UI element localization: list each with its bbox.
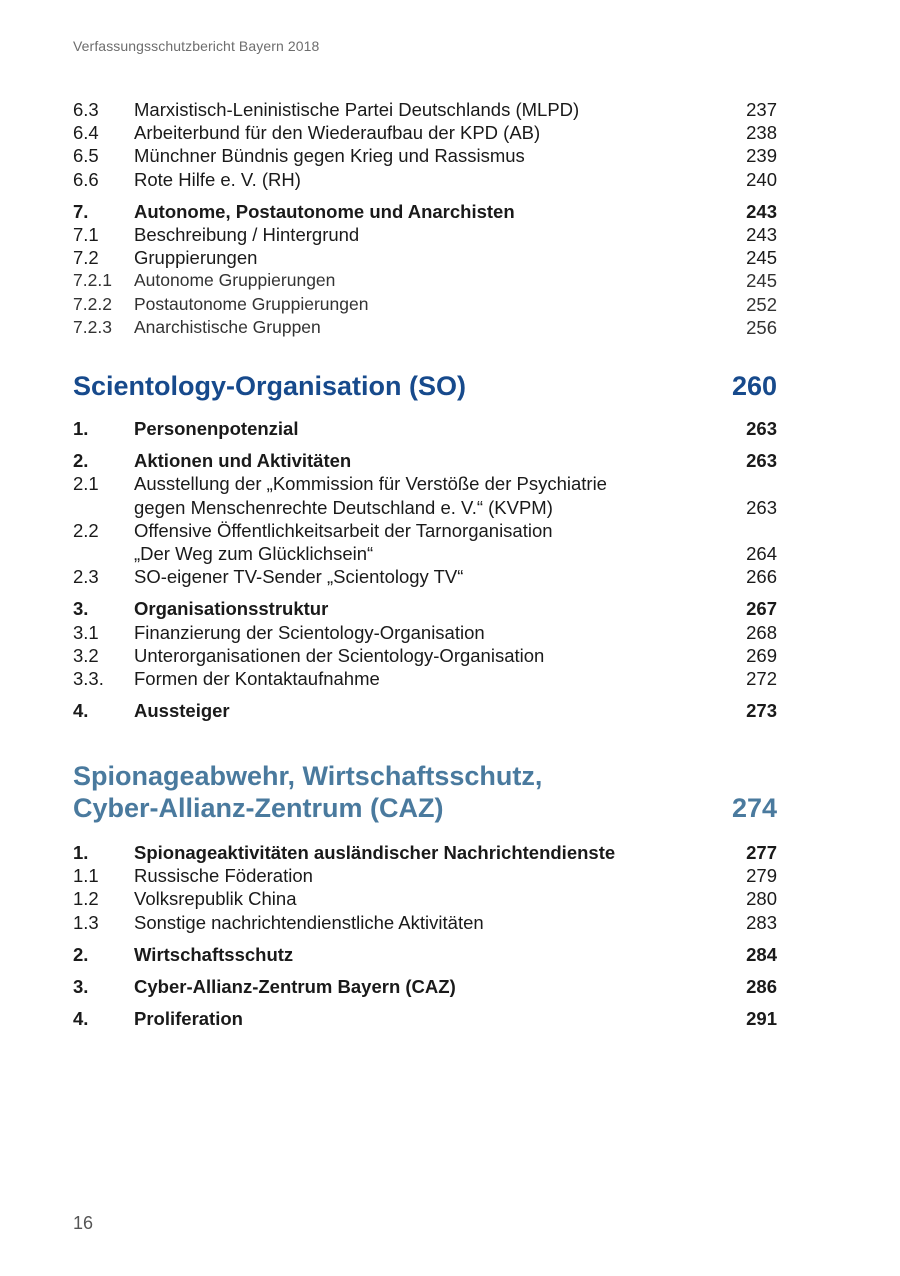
toc-entry-number: 4. (73, 1008, 89, 1030)
toc-entry-chapter[interactable] (73, 975, 777, 998)
toc-entry-page: 252 (746, 293, 777, 315)
toc-entry-number: 3. (73, 976, 89, 998)
section-title-line: Cyber-Allianz-Zentrum (CAZ) (73, 793, 444, 823)
section-page: 274 (731, 793, 777, 823)
toc-entry-title: Münchner Bündnis gegen Krieg und Rassismus (134, 145, 525, 167)
toc-entry-number: 1.2 (73, 888, 99, 910)
toc-entry[interactable] (73, 911, 777, 934)
toc-entry-title: Aussteiger (134, 700, 230, 722)
toc-entry-number: 3.3. (73, 668, 104, 690)
toc-entry-number: 2. (73, 943, 89, 965)
toc-entry-page: 237 (746, 99, 777, 120)
toc-entry-title: Formen der Kontaktaufnahme (134, 668, 380, 690)
toc-entry-page: 239 (746, 145, 777, 167)
toc-entry-page: 272 (746, 668, 777, 690)
toc-entry-title: Finanzierung der Scientology-Organisation (134, 621, 485, 643)
toc-entry-number: 7.2.3 (73, 316, 112, 337)
toc-entry-number: 7. (73, 200, 89, 222)
toc-entry-page: 277 (746, 842, 777, 863)
toc-entry-title: Anarchistische Gruppen (134, 316, 321, 337)
toc-entry-title: Rote Hilfe e. V. (RH) (134, 168, 301, 190)
toc-entry-title: Gruppierungen (134, 247, 258, 269)
toc-entry-chapter[interactable] (73, 943, 777, 966)
toc-entry-page: 243 (746, 200, 777, 222)
toc-entry[interactable] (73, 223, 777, 246)
toc-entry-title-line: „Der Weg zum Glücklichsein“ (134, 543, 374, 565)
toc-entry-number: 2.2 (73, 519, 99, 541)
toc-entry[interactable] (73, 472, 777, 518)
toc-entry-page: 263 (746, 418, 777, 439)
toc-entry-number: 7.2.1 (73, 270, 112, 291)
toc-entry-title: Autonome, Postautonome und Anarchisten (134, 200, 515, 222)
toc-entry-page: 245 (746, 247, 777, 269)
toc-entry-page: 284 (746, 943, 777, 965)
toc-entry-title-line: Ausstellung der „Kommission für Verstöße der Psychiatrie (134, 473, 607, 495)
section-heading[interactable] (73, 370, 777, 402)
toc-entry-title-line: Offensive Öffentlichkeitsarbeit der Tarnorganisation (134, 519, 553, 541)
toc-entry-page: 256 (746, 316, 777, 338)
toc-entry[interactable] (73, 519, 777, 565)
toc-entry-title (134, 472, 707, 518)
toc-entry-title-line: gegen Menschenrechte Deutschland e. V.“ (KVPM) (134, 496, 553, 518)
toc-section-spionageabwehr (73, 760, 777, 1030)
toc-entry-page: 263 (746, 450, 777, 472)
toc-entry-number: 7.2.2 (73, 293, 112, 314)
toc-entry-number: 6.4 (73, 122, 99, 144)
toc-entry[interactable] (73, 98, 777, 121)
toc-entry-title: Autonome Gruppierungen (134, 270, 336, 291)
toc-entry-sub[interactable] (73, 293, 777, 316)
toc-entry-title: Spionageaktivitäten ausländischer Nachrichtendienste (134, 842, 616, 863)
toc-entry-chapter[interactable] (73, 1007, 777, 1030)
toc-entry-chapter[interactable] (73, 841, 777, 864)
toc-entry[interactable] (73, 644, 777, 667)
toc-entry-title: Marxistisch-Leninistische Partei Deutschlands (MLPD) (134, 99, 580, 120)
toc-entry-page: 238 (746, 122, 777, 144)
toc-entry-title: Proliferation (134, 1008, 243, 1030)
toc-entry[interactable] (73, 565, 777, 588)
toc-entry-title: SO-eigener TV-Sender „Scientology TV“ (134, 566, 464, 588)
toc-entry-number: 7.1 (73, 224, 99, 246)
toc-entry-title: Arbeiterbund für den Wiederaufbau der KPD (AB) (134, 122, 541, 144)
toc-entry-number: 1.3 (73, 911, 99, 933)
toc-entry[interactable] (73, 667, 777, 690)
toc-entry-page: 279 (746, 865, 777, 887)
toc-entry-page: 280 (746, 888, 777, 910)
toc-entry-chapter[interactable] (73, 597, 777, 620)
toc-entry-number: 1. (73, 418, 89, 439)
toc-entry-page: 240 (746, 168, 777, 190)
toc-entry-title: Beschreibung / Hintergrund (134, 224, 360, 246)
toc-entry-number: 3. (73, 598, 89, 620)
toc-entry-page: 269 (746, 644, 777, 666)
toc-entry-number: 3.2 (73, 644, 99, 666)
toc-entry-chapter[interactable] (73, 699, 777, 722)
toc-entry-page: 267 (746, 598, 777, 620)
toc-entry-sub[interactable] (73, 269, 777, 292)
section-title: Scientology-Organisation (SO) (73, 371, 467, 401)
toc-entry-number: 1. (73, 842, 89, 863)
toc-entry-chapter[interactable] (73, 200, 777, 223)
section-heading[interactable] (73, 760, 777, 824)
toc-entry-title: Wirtschaftsschutz (134, 943, 294, 965)
toc-entry-title: Postautonome Gruppierungen (134, 293, 369, 314)
section-page: 260 (731, 371, 777, 401)
toc-entry-page: 266 (746, 566, 777, 588)
toc-entry-number: 2.1 (73, 473, 99, 495)
toc-entry-chapter[interactable] (73, 417, 777, 440)
section-title-line: Spionageabwehr, Wirtschaftsschutz, (73, 761, 543, 791)
page-number: 16 (73, 1213, 94, 1233)
toc-entry-number: 6.6 (73, 168, 99, 190)
toc-entry-page: 245 (746, 270, 777, 292)
toc-entry-number: 2. (73, 450, 89, 472)
toc-block-section-6 (73, 98, 777, 339)
toc-entry[interactable] (73, 246, 777, 269)
toc-entry[interactable] (73, 864, 777, 887)
toc-entry[interactable] (73, 144, 777, 167)
toc-entry-page: 273 (746, 700, 777, 722)
toc-entry-sub[interactable] (73, 316, 777, 339)
toc-entry-title: Unterorganisationen der Scientology-Organisation (134, 644, 545, 666)
toc-entry-title: Volksrepublik China (134, 888, 297, 910)
toc-entry-title: Russische Föderation (134, 865, 313, 887)
running-header: Verfassungsschutzbericht Bayern 2018 (73, 38, 320, 54)
toc-entry[interactable] (73, 887, 777, 910)
toc-entry-title: Organisationsstruktur (134, 598, 329, 620)
toc-entry-page: 243 (746, 224, 777, 246)
toc-entry-page: 263 (746, 496, 777, 518)
toc-entry[interactable] (73, 168, 777, 191)
toc-entry-title: Cyber-Allianz-Zentrum Bayern (CAZ) (134, 976, 456, 998)
toc-entry-number: 7.2 (73, 247, 99, 269)
toc-entry-page: 264 (746, 543, 777, 565)
toc-entry-chapter[interactable] (73, 449, 777, 472)
toc-entry-title (134, 519, 707, 565)
toc-entry[interactable] (73, 621, 777, 644)
toc-entry-page: 268 (746, 621, 777, 643)
toc-entry-title: Personenpotenzial (134, 418, 299, 439)
toc-entry-number: 4. (73, 700, 89, 722)
toc-entry-page: 291 (746, 1008, 777, 1030)
toc-entry-number: 6.5 (73, 145, 99, 167)
toc-entry[interactable] (73, 121, 777, 144)
toc-entry-number: 1.1 (73, 865, 99, 887)
toc-entry-number: 2.3 (73, 566, 99, 588)
toc-entry-page: 283 (746, 911, 777, 933)
toc-entry-number: 6.3 (73, 99, 99, 120)
toc-entry-page: 286 (746, 976, 777, 998)
toc-entry-title: Sonstige nachrichtendienstliche Aktivitäten (134, 911, 484, 933)
section-title (73, 760, 657, 824)
toc-entry-title: Aktionen und Aktivitäten (134, 450, 352, 472)
toc-section-scientology (73, 370, 777, 722)
toc-entry-number: 3.1 (73, 621, 99, 643)
